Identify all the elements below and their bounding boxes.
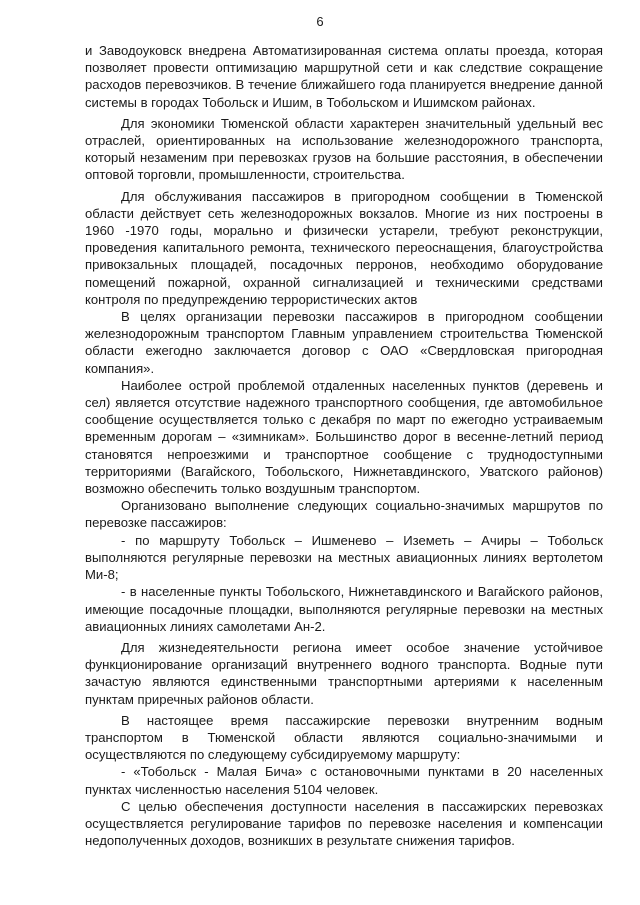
paragraph-6: Организовано выполнение следующих социально-значимых маршрутов по перевозке пассажиров: <box>85 498 603 531</box>
paragraph-2: Для экономики Тюменской области характерен значительный удельный вес отраслей, ориентированных на использование железнодорожного транспорта, который незаменим при перевозках грузов на большие расстояния, в обеспечении оптовой торговли, промышленности, строительства. <box>85 115 603 183</box>
list-item-1: - по маршруту Тобольск – Ишменево – Иземеть – Ачиры – Тобольск выполняются регулярные перевозки на местных авиационных линиях вертолетом Ми-8; <box>85 532 603 583</box>
list-item-2: - в населенные пункты Тобольского, Нижнетавдинского и Вагайского районов, имеющие посадочные площадки, выполняются регулярные перевозки на местных авиационных линиях самолетами Ан-2. <box>85 584 603 634</box>
paragraph-4: В целях организации перевозки пассажиров в пригородном сообщении железнодорожным транспортом Главным управлением строительства Тюменской области ежегодно заключается договор с ОАО «Свердловская пригородная компания». <box>85 309 603 376</box>
paragraph-1: и Заводоуковск внедрена Автоматизированная система оплаты проезда, которая позволяет провести оптимизацию маршрутной сети и как следствие сокращение расходов перевозчиков. В течение ближайшего года планируется внедрение данной системы в городах Тобольск и Ишим, в Тобольском и Ишимском районах. <box>85 43 603 110</box>
paragraph-9: С целью обеспечения доступности населения в пассажирских перевозках осуществляется регулирование тарифов по перевозке населения и компенсации недополученных доходов, возникших в результате снижения тарифов. <box>85 798 603 849</box>
paragraph-5: Наиболее острой проблемой отдаленных населенных пунктов (деревень и сел) является отсутствие надежного транспортного сообщения, где автомобильное сообщение осуществляется только с декабря по март по ежегодно устраиваемым временным дорогам – «зимникам». Большинство дорог в весенне-летний период становятся непроезжими и транспортное сообщение с труднодоступными территориями (Вагайского, Тобольского, Нижнетавдинского, Уватского районов) возможно обеспечить только воздушным транспортом. <box>85 377 603 497</box>
document-body <box>85 42 603 849</box>
list-item-3: - «Тобольск - Малая Бича» с остановочными пунктами в 20 населенных пунктах численностью населения 5104 человек. <box>85 764 603 797</box>
paragraph-7: Для жизнедеятельности региона имеет особое значение устойчивое функционирование организаций внутреннего водного транспорта. Водные пути зачастую являются единственными транспортными артериями к населенным пунктам приречных районов области. <box>85 639 603 707</box>
page-number: 6 <box>316 14 324 29</box>
paragraph-3: Для обслуживания пассажиров в пригородном сообщении в Тюменской области действует сеть железнодорожных вокзалов. Многие из них построены в 1960 -1970 годы, морально и физически устарели, требуют реконструкции, проведения капитального ремонта, технического переоснащения, благоустройства привокзальных площадей, посадочных перронов, необходимо оборудование помещений пожарной, охранной сигнализацией и техническими средствами контроля по предупреждению террористических актов <box>85 188 603 307</box>
paragraph-8: В настоящее время пассажирские перевозки внутренним водным транспортом в Тюменской области являются социально-значимыми и осуществляются по следующему субсидируемому маршруту: <box>85 712 603 763</box>
